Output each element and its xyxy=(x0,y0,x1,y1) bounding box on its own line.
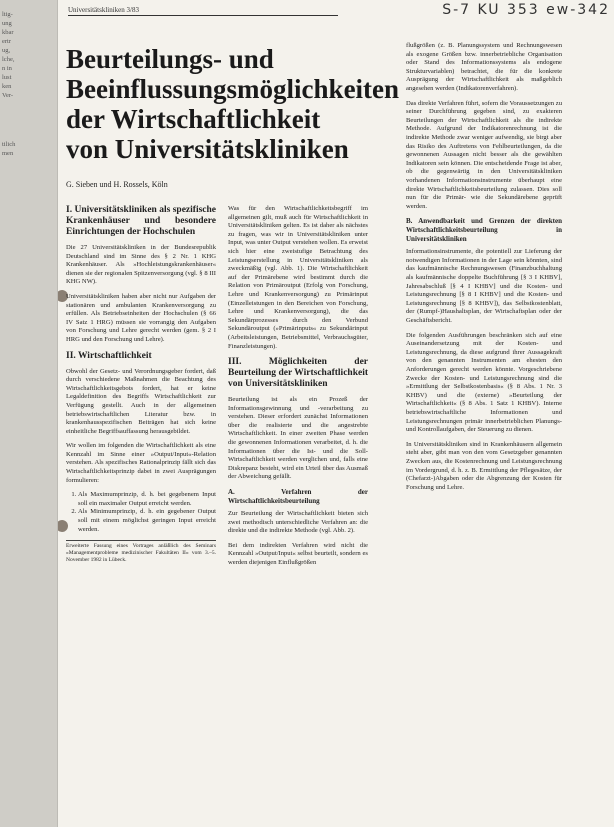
footnote: Erweiterte Fassung eines Vortrages anläßlich des Seminars »Managementprobleme medizinischer Fakultäten II« vom 3.–5. November 1982 in Lübeck. xyxy=(66,540,216,564)
previous-page-margin xyxy=(0,0,58,827)
margin-fragment: ltig- xyxy=(2,11,13,18)
paragraph: Die folgenden Ausführungen beschränken sich auf eine Auseinandersetzung mit der Kosten- und Leistungsrechnung, da diese aufgrund ihrer Aussagekraft von den genannten Instrumenten am ehesten den Anforderungen gerecht werden könnte. Vorgeschriebene Zwecke der Kosten- und Leistungsrechnung sind die »Ermittlung der Selbstkostenbasis« (§ 8 Abs. 1 Nr. 3 KHBV) und die (externe) »Beurteilung der Wirtschaftlichkeit« (§ 8 Abs. 1 Satz 1 KHBV). Interne betriebswirtschaftliche Informationen und Leistungsrechnungen primär innerbetrieblichen Planungs- und Kontrollaufgaben, der Steuerung zu dienen. xyxy=(406,331,562,434)
paragraph: Bei dem indirekten Verfahren wird nicht die Kennzahl »Output/Input« selbst beurteilt, sondern es werden diejenigen Einflußgrößen xyxy=(228,541,368,566)
handwritten-note: S-7 KU 353 ew-342 xyxy=(442,2,610,18)
list-item: 1. Als Maximumprinzip, d. h. bei gegebenem Input soll ein maximaler Output erreicht werden. xyxy=(78,491,216,508)
column-2 xyxy=(228,205,368,574)
principle-list xyxy=(78,491,216,534)
margin-fragment: Ver- xyxy=(2,92,14,99)
margin-fragment: tilich xyxy=(2,141,16,148)
list-item: 2. Als Minimumprinzip, d. h. ein gegebener Output soll mit einem möglichst geringen Input erreicht werden. xyxy=(78,508,216,534)
paragraph: Zur Beurteilung der Wirtschaftlichkeit bieten sich zwei methodisch unterschiedliche Verfahren an: die direkte und die indirekte Methode (vgl. Abb. 2). xyxy=(228,510,368,535)
margin-fragment: ken xyxy=(2,83,12,90)
margin-fragment: ertr xyxy=(2,38,12,45)
article-title: Beurteilungs- und Beeinflussungsmöglichkeiten der Wirtschaftlichkeit von Universitätskliniken xyxy=(66,44,400,164)
article-authors: G. Sieben und H. Rossels, Köln xyxy=(66,180,168,189)
subsection-heading: B. Anwendbarkeit und Grenzen der direkten Wirtschaftlichkeitsbeurteilung in Universitätskliniken xyxy=(406,217,562,244)
column-1 xyxy=(66,205,216,564)
margin-fragment: kbar xyxy=(2,29,14,36)
paragraph: Das direkte Verfahren führt, sofern die Voraussetzungen zu seiner Durchführung gegeben sind, zu exakteren Beurteilungen der Wirtschaftlichkeit als die indirekte Methode. Aufgrund der Indikatorenrechnung ist die indirekte Methode zwar weniger aufwendig, sie birgt aber das Risiko des Auftretens von Fehlbeurteilungen, da die gewonnenen Aussagen nicht besser als die gewählten Indikatoren sein können. Die entscheidende Frage ist aber, ob die gegenwärtig in den Universitätskliniken vorhandenen Informationsinstrumente überhaupt eine direkte Wirtschaftlichkeitsbeurteilung zulassen. Dies soll nun für die Primär- wie die Sekundärebene geprüft werden. xyxy=(406,99,562,210)
paragraph: In Universitätskliniken sind in Krankenhäusern allgemein steht aber, gibt man von den vom Gesetzgeber genannten Zwecken aus, die Kostenrechnung und Leistungsrechnung im Vordergrund, d. h. z. B. Ermittlung der Pflegesätze, der (Chefarzt-)Abgaben oder die Abgrenzung der Kosten für Forschung und Lehre. xyxy=(406,440,562,491)
column-3 xyxy=(406,42,562,498)
margin-fragment: lche, xyxy=(2,56,15,63)
paragraph: Die 27 Universitätskliniken in der Bundesrepublik Deutschland sind im Sinne des § 2 Nr. 1 KHG Krankenhäuser. Als »Hochleistungskrankenhäuser« dienen sie der regionalen Spitzenversorgung (vgl. § 8 III KHG NW). xyxy=(66,244,216,286)
paragraph: flußgrößen (z. B. Planungssystem und Rechnungswesen als exogene Größen bzw. innerbetriebliche Organisation oder Stand des Informationssystems als endogene Strukturvariablen) betrachtet, die für die konkrete Ausprägung der Wirtschaftlichkeit als maßgeblich angesehen werden (Indikatorenverfahren). xyxy=(406,42,562,92)
section-heading: III. Möglichkeiten der Beurteilung der Wirtschaftlichkeit von Universitätskliniken xyxy=(228,357,368,390)
margin-fragment: men xyxy=(2,150,14,157)
paragraph: Informationsinstrumente, die potentiell zur Lieferung der notwendigen Informationen in der Lage sein könnten, sind das kaufmännische Rechnungswesen (Finanzbuchhaltung als kaufmännische doppelte Buchführung [§ 3 I KHBV], Jahresabschluß [§ 4 I KHBV] und die Kosten- und Leistungsrechnung [§ 8 I KHBV] und die Kosten- und Leistungsrechnung [§ 8 KHBV]), das Selbstkostenblatt, der (Rumpf-)Haushaltsplan, der Wirtschaftsplan oder der Geschäftsbericht. xyxy=(406,248,562,325)
margin-fragment: n in xyxy=(2,65,12,72)
section-heading: I. Universitätskliniken als spezifische Krankenhäuser und besondere Einrichtungen der Hochschulen xyxy=(66,205,216,237)
paragraph: Universitätskliniken haben aber nicht nur Aufgaben der stationären und ambulanten Krankenversorgung zu erfüllen. Als Betriebseinheiten der Hochschulen (§ 66 IV Satz 1 HRG) müssen sie vorrangig den Aufgaben von Forschung und Lehre gerecht werden (gem. § 2 I HRG und den Forschung und Lehre). xyxy=(66,292,216,343)
paragraph: Was für den Wirtschaftlichkeitsbegriff im allgemeinen gilt, muß auch für Wirtschaftlichkeit in Universitätskliniken gelten. Es ist daher als nächstes zu fragen, was wir in Universitätskliniken unter Input, was unter Output verstehen wollen. Es erweist sich hier eine zweistufige Betrachtung des Leistungserstellung in Universitätskliniken als zweckmäßig (vgl. Abb. 1). Die Wirtschaftlichkeit auf der Primärebene wird bestimmt durch die Relation von Primäroutput (Erfolg von Forschung, Lehre und Krankenversorgung) zu Primärinput (Einzelleistungen in den Bereichen von Forschung, Lehre und Krankenversorgung), die das Sekundärprozesses durch den Verbund Sekundäroutput (»Primärinputs« zu Sekundärinput (Arbeitsleistungen, Betriebsmittel, Verbrauchsgüter, Finanzleistungen). xyxy=(228,205,368,350)
paragraph: Beurteilung ist als ein Prozeß der Informationsgewinnung und -verarbeitung zu verstehen. Dieser erfordert zunächst Informationen über die realisierte und die angestrebte Wirtschaftlichkeit. In einer zweiten Phase werden die gewonnenen Informationen verarbeitet, d. h. die Informationen über die Ist- und die Soll-Wirtschaftlichkeit werden verglichen und, falls eine Diskrepanz besteht, wird ein Urteil über das Ausmaß der Abweichung gefällt. xyxy=(228,396,368,481)
article-page xyxy=(58,0,614,827)
paragraph: Wir wollen im folgenden die Wirtschaftlichkeit als eine Kennzahl im Sinne einer »Output/Input«-Relation verstehen. Als spezifisches Rationalprinzip fällt sich das Wirtschaftlichkeitsprinzip dabei in zwei Ausprägungen formulieren: xyxy=(66,442,216,484)
margin-fragment: ug, xyxy=(2,47,11,54)
running-head: Universitätskliniken 3/83 xyxy=(68,6,338,16)
margin-fragment: lust xyxy=(2,74,12,81)
subsection-heading: A. Verfahren der Wirtschaftlichkeitsbeurteilung xyxy=(228,488,368,506)
paragraph: Obwohl der Gesetz- und Verordnungsgeber fordert, daß durch verschiedene Maßnahmen die Beachtung des Wirtschaftlichkeitsgebots fordert, hat er keine Legaldefinition des Begriffs Wirtschaftlichkeit zur Verfügung gestellt. Auch in der allgemeinen betriebswirtschaftlichen Literatur bzw. in krankenhausspezifischen Beiträgen hat sich keine einheitliche Begriffsauffassung herausgebildet. xyxy=(66,367,216,435)
section-heading: II. Wirtschaftlichkeit xyxy=(66,350,152,361)
margin-fragment: ung xyxy=(2,20,12,27)
